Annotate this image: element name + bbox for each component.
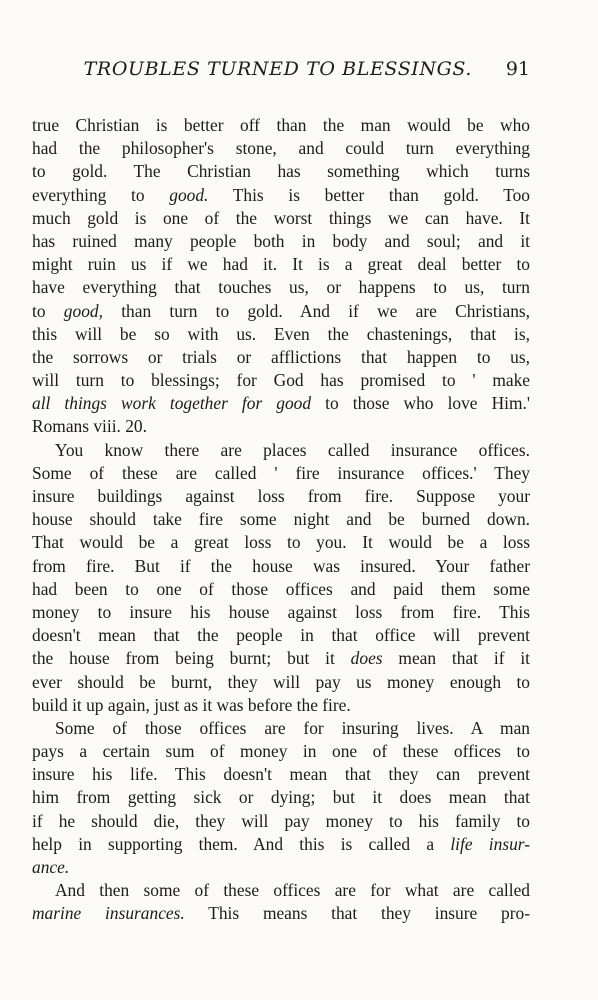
italic-text: all things work together for good bbox=[32, 393, 312, 414]
text-run: You know there are places called insurance offices. bbox=[55, 439, 530, 460]
text-line bbox=[32, 740, 530, 763]
text-run: from fire. But if the house was insured. Your father bbox=[32, 555, 530, 576]
italic-text: marine insurances. bbox=[32, 903, 185, 924]
text-run: doesn't mean that the people in that office will prevent bbox=[32, 625, 530, 646]
text-run: to those who love Him.' bbox=[311, 393, 530, 414]
text-run: has ruined many people both in body and soul; and it bbox=[32, 230, 530, 251]
text-run: the house from being burnt; but it bbox=[32, 648, 351, 669]
text-line bbox=[32, 717, 530, 740]
text-run: Some of those offices are for insuring lives. A man bbox=[55, 717, 530, 738]
text-line bbox=[32, 439, 530, 462]
text-line bbox=[32, 207, 530, 230]
text-run: this will be so with us. Even the chastenings, that is, bbox=[32, 323, 530, 344]
text-line bbox=[32, 346, 530, 369]
text-line bbox=[32, 300, 530, 323]
text-run: much gold is one of the worst things we can have. It bbox=[32, 207, 530, 228]
text-line bbox=[32, 160, 530, 183]
text-line bbox=[32, 415, 530, 438]
page-header bbox=[32, 58, 530, 84]
page-number: 91 bbox=[505, 58, 530, 80]
text-run: help in supporting them. And this is called a bbox=[32, 833, 451, 854]
italic-text: ance. bbox=[32, 857, 70, 877]
text-line bbox=[32, 392, 530, 415]
text-line bbox=[32, 462, 530, 485]
text-run: have everything that touches us, or happens to us, turn bbox=[32, 277, 530, 298]
text-line bbox=[32, 253, 530, 276]
text-run: true Christian is better off than the man would be who bbox=[32, 115, 530, 135]
text-line bbox=[32, 114, 530, 137]
text-line bbox=[32, 902, 530, 925]
text-run: This is better than gold. Too bbox=[208, 184, 530, 205]
text-run: had the philosopher's stone, and could turn everything bbox=[32, 138, 530, 159]
text-run: That would be a great loss to you. It would be a loss bbox=[32, 532, 530, 553]
text-line bbox=[32, 647, 530, 670]
text-line bbox=[32, 578, 530, 601]
text-run: everything to bbox=[32, 184, 170, 205]
text-line bbox=[32, 369, 530, 392]
text-line bbox=[32, 485, 530, 508]
text-line bbox=[32, 694, 530, 717]
italic-text: life insur- bbox=[450, 833, 530, 854]
text-run: if he should die, they will pay money to his family to bbox=[32, 810, 530, 831]
body-text bbox=[32, 114, 530, 926]
text-line bbox=[32, 624, 530, 647]
text-line bbox=[32, 276, 530, 299]
text-run: insure buildings against loss from fire. Suppose your bbox=[32, 486, 530, 506]
text-line bbox=[32, 508, 530, 531]
text-line bbox=[32, 601, 530, 624]
text-line bbox=[32, 810, 530, 833]
text-line bbox=[32, 671, 530, 694]
italic-text: good. bbox=[169, 184, 209, 205]
text-run: had been to one of those offices and paid them some bbox=[32, 578, 530, 599]
text-line bbox=[32, 763, 530, 786]
running-title: TROUBLES TURNED TO BLESSINGS. bbox=[83, 58, 472, 80]
text-line bbox=[32, 833, 530, 856]
text-run: house should take fire some night and be burned down. bbox=[32, 509, 530, 530]
text-run: insure his life. This doesn't mean that they can prevent bbox=[32, 764, 530, 785]
text-line bbox=[32, 137, 530, 160]
italic-text: good, bbox=[63, 300, 103, 321]
text-line bbox=[32, 555, 530, 578]
text-run: will turn to blessings; for God has promised to ' make bbox=[32, 370, 530, 391]
text-line bbox=[32, 879, 530, 902]
text-run: money to insure his house against loss from fire. This bbox=[32, 601, 530, 622]
text-run: than turn to gold. And if we are Christians, bbox=[102, 300, 530, 321]
text-run: ever should be burnt, they will pay us money enough to bbox=[32, 671, 530, 692]
text-run: to gold. The Christian has something which turns bbox=[32, 161, 530, 182]
text-run: This means that they insure pro- bbox=[184, 903, 530, 924]
text-line bbox=[32, 531, 530, 554]
text-run: mean that if it bbox=[382, 648, 530, 669]
text-line bbox=[32, 786, 530, 809]
text-run: might ruin us if we had it. It is a great deal better to bbox=[32, 254, 530, 275]
text-run: Some of these are called ' fire insurance offices.' They bbox=[32, 462, 530, 483]
text-line bbox=[32, 323, 530, 346]
text-run: him from getting sick or dying; but it does mean that bbox=[32, 787, 530, 808]
text-line bbox=[32, 230, 530, 253]
text-line bbox=[32, 184, 530, 207]
text-line bbox=[32, 856, 530, 879]
text-run: pays a certain sum of money in one of these offices to bbox=[32, 741, 530, 762]
text-run: build it up again, just as it was before the fire. bbox=[32, 694, 351, 715]
italic-text: does bbox=[350, 648, 383, 669]
text-run: the sorrows or trials or afflictions that happen to us, bbox=[32, 346, 530, 367]
text-run: to bbox=[32, 300, 64, 321]
text-run: And then some of these offices are for what are called bbox=[55, 880, 530, 901]
text-run: Romans viii. 20. bbox=[32, 416, 147, 437]
